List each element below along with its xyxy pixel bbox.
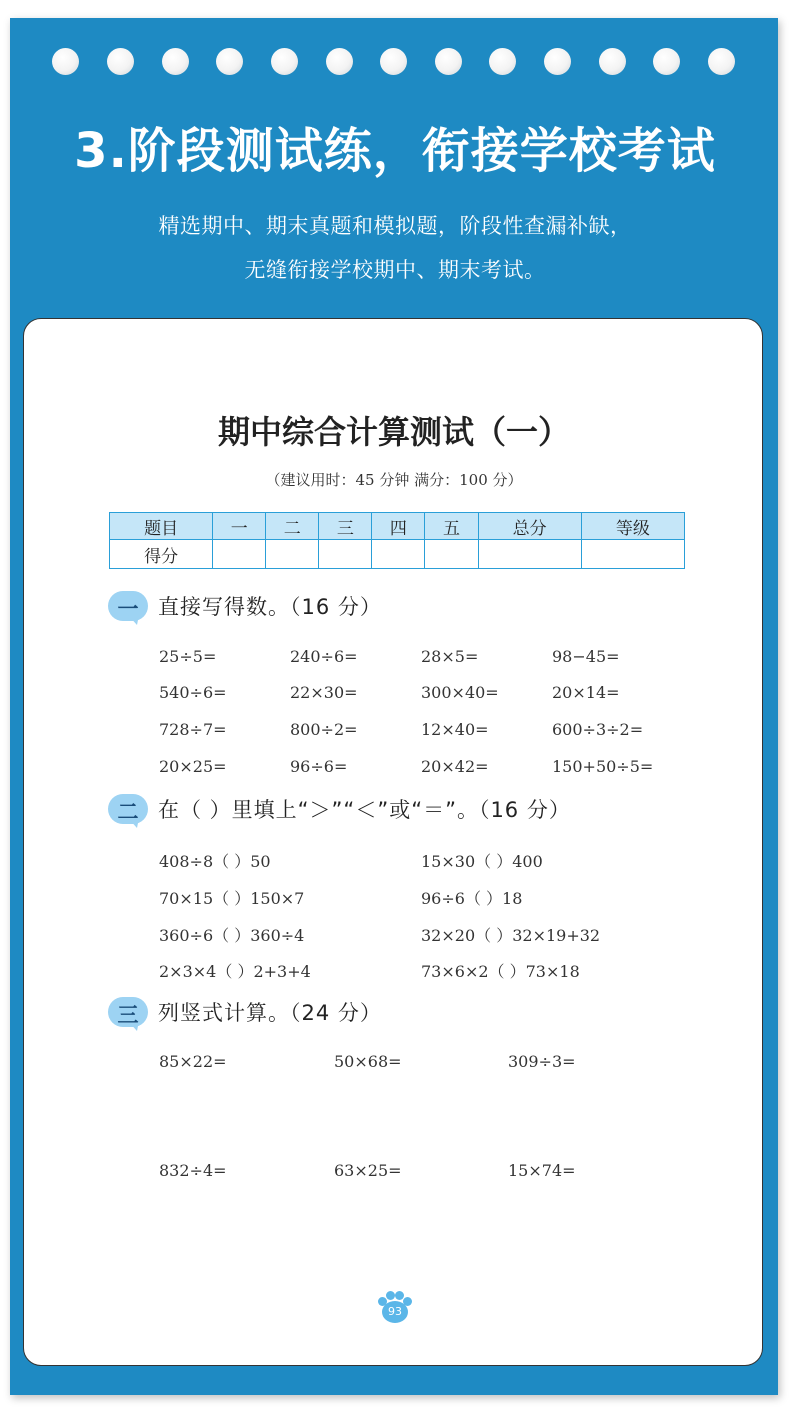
problem-item: 832÷4=	[159, 1161, 227, 1180]
problem-item: 800÷2=	[290, 720, 358, 739]
paper-title: 期中综合计算测试（一）	[217, 413, 570, 451]
score-table	[109, 512, 685, 569]
page-number: 93	[382, 1301, 408, 1323]
problem-item: 15×74=	[508, 1161, 576, 1180]
binding-hole	[489, 48, 516, 75]
binding-hole	[544, 48, 571, 75]
binding-hole	[708, 48, 735, 75]
promo-subtitle-line-1: 精选期中、期末真题和模拟题，阶段性查漏补缺，	[158, 214, 632, 238]
problem-item: 728÷7=	[159, 720, 227, 739]
binding-hole	[52, 48, 79, 75]
score-header-cell: 等级	[581, 513, 684, 540]
problem-item: 2×3×4（ ）2+3+4	[159, 962, 311, 981]
score-cell	[425, 540, 478, 569]
score-table-row	[110, 540, 685, 569]
binding-hole	[326, 48, 353, 75]
problem-item: 85×22=	[159, 1052, 227, 1071]
problem-item: 50×68=	[334, 1052, 402, 1071]
problem-item: 309÷3=	[508, 1052, 576, 1071]
problem-item: 540÷6=	[159, 683, 227, 702]
section-title: 在（ ）里填上“＞”“＜”或“＝”。（16 分）	[158, 798, 571, 822]
problem-item: 300×40=	[421, 683, 499, 702]
section-number: 三	[117, 1003, 139, 1027]
problem-item: 15×30（ ）400	[421, 852, 543, 871]
problem-item: 20×25=	[159, 757, 227, 776]
binding-hole	[380, 48, 407, 75]
problem-item: 25÷5=	[159, 647, 217, 666]
binding-holes	[52, 48, 742, 78]
binding-hole	[216, 48, 243, 75]
problem-item: 360÷6（ ）360÷4	[159, 926, 305, 945]
score-header-cell: 一	[213, 513, 266, 540]
problem-item: 20×42=	[421, 757, 489, 776]
score-cell	[213, 540, 266, 569]
problem-item: 150+50÷5=	[552, 757, 654, 776]
score-header-cell: 二	[266, 513, 319, 540]
score-table-header-row	[110, 513, 685, 540]
problem-item: 32×20（ ）32×19+32	[421, 926, 601, 945]
problem-item: 20×14=	[552, 683, 620, 702]
section-title: 直接写得数。（16 分）	[158, 595, 382, 619]
paper-time-note: （建议用时：45 分钟 满分：100 分）	[265, 471, 523, 489]
problem-item: 96÷6（ ）18	[421, 889, 523, 908]
problem-item: 28×5=	[421, 647, 479, 666]
paw-toe	[386, 1291, 395, 1300]
score-cell	[319, 540, 372, 569]
score-header-cell: 四	[372, 513, 425, 540]
section-number: 一	[117, 597, 139, 621]
binding-hole	[435, 48, 462, 75]
problem-item: 22×30=	[290, 683, 358, 702]
score-header-cell: 五	[425, 513, 478, 540]
problem-item: 63×25=	[334, 1161, 402, 1180]
problem-item: 408÷8（ ）50	[159, 852, 271, 871]
promo-headline: 3.阶段测试练，衔接学校考试	[74, 123, 716, 179]
exam-paper-card	[23, 318, 763, 1366]
problem-item: 98−45=	[552, 647, 620, 666]
section-number: 二	[117, 800, 139, 824]
promo-subtitle-line-2: 无缝衔接学校期中、期末考试。	[244, 258, 546, 282]
problem-item: 240÷6=	[290, 647, 358, 666]
problem-item: 12×40=	[421, 720, 489, 739]
score-cell	[372, 540, 425, 569]
binding-hole	[107, 48, 134, 75]
page-number-paw-icon	[376, 1291, 414, 1325]
problem-item: 96÷6=	[290, 757, 348, 776]
score-header-cell: 三	[319, 513, 372, 540]
problem-item: 600÷3÷2=	[552, 720, 644, 739]
score-header-cell: 题目	[110, 513, 213, 540]
binding-hole	[271, 48, 298, 75]
binding-hole	[162, 48, 189, 75]
score-row-label: 得分	[110, 540, 213, 569]
binding-hole	[653, 48, 680, 75]
score-cell	[581, 540, 684, 569]
score-cell	[266, 540, 319, 569]
section-title: 列竖式计算。（24 分）	[158, 1001, 382, 1025]
score-cell	[478, 540, 581, 569]
binding-hole	[599, 48, 626, 75]
problem-item: 73×6×2（ ）73×18	[421, 962, 580, 981]
problem-item: 70×15（ ）150×7	[159, 889, 305, 908]
score-header-cell: 总分	[478, 513, 581, 540]
